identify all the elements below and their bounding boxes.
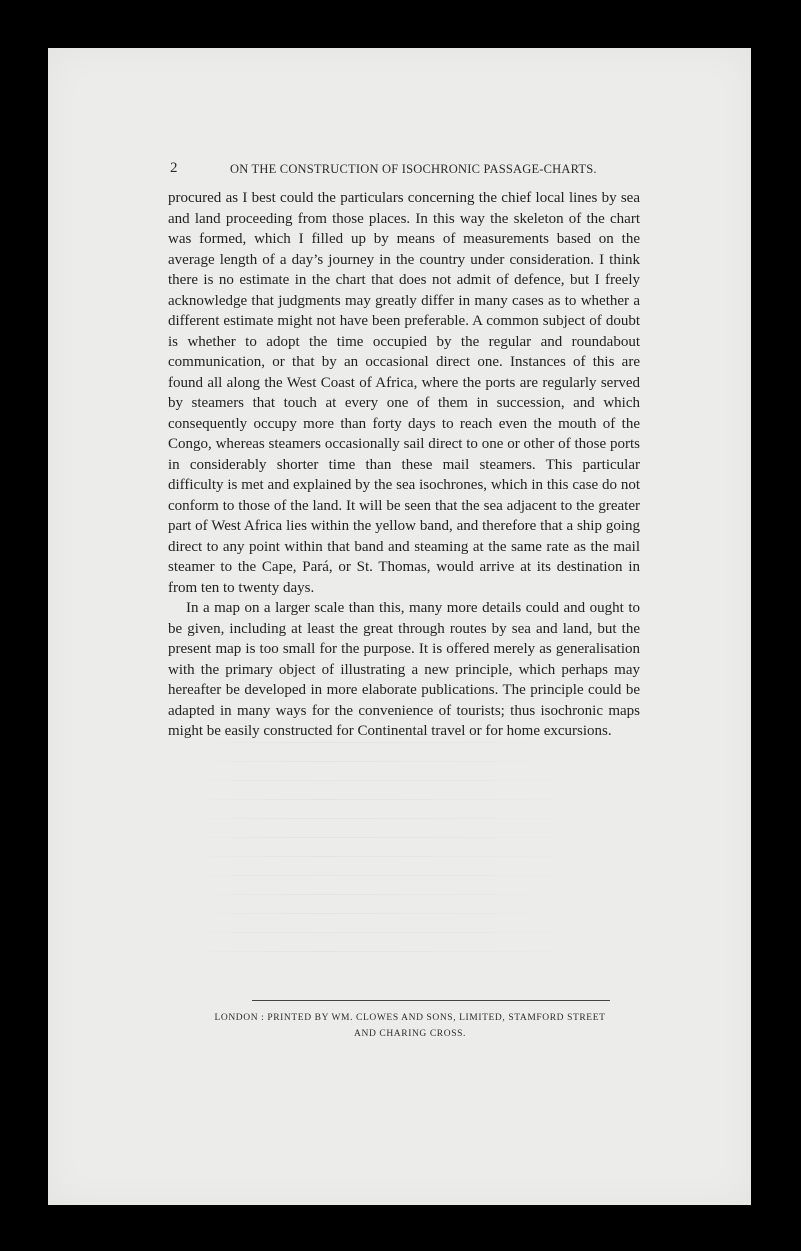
- page-header: [170, 160, 640, 180]
- body-text: [168, 188, 640, 742]
- paragraph-2: In a map on a larger scale than this, many more details could and ought to be given, including at least the great through routes by sea and land, but the present map is too small for the purpose. It is offered merely as generalisation with the primary object of illustrating a new principle, which perhaps may hereafter be developed in more elaborate publications. The principle could be adapted in many ways for the convenience of tourists; thus isochronic maps might be easily constructed for Continental travel or for home excursions.: [168, 600, 640, 739]
- printer-imprint: [200, 1010, 620, 1042]
- running-head: ON THE CONSTRUCTION OF ISOCHRONIC PASSAGE-CHARTS.: [230, 162, 597, 176]
- imprint-rule: [252, 1000, 610, 1001]
- paragraph-1: procured as I best could the particulars concerning the chief local lines by sea and land proceeding from those places. In this way the skeleton of the chart was formed, which I filled up by means of measurements based on the average length of a day’s journey in the country under consideration. I think there is no estimate in the chart that does not admit of defence, but I freely acknowledge that judgments may greatly differ in many cases as to whether a different estimate might not have been preferable. A common subject of doubt is whether to adopt the time occupied by the regular and roundabout communication, or that by an occasional direct one. Instances of this are found all along the West Coast of Africa, where the ports are regularly served by steamers that touch at every one of them in succession, and which consequently occupy more than forty days to reach even the mouth of the Congo, whereas steamers occasionally sail direct to one or other of those ports in considerably shorter time than these mail steamers. This particular difficulty is met and explained by the sea isochrones, which in this case do not conform to those of the land. It will be seen that the sea adjacent to the greater part of West Africa lies within the yellow band, and therefore that a ship going direct to any point within that band and steaming at the same rate as the mail steamer to the Cape, Pará, or St. Thomas, would arrive at its destination in from ten to twenty days.: [168, 190, 640, 596]
- imprint-line-2: AND CHARING CROSS.: [354, 1029, 466, 1039]
- page-number: 2: [170, 160, 178, 176]
- imprint-line-1: LONDON : PRINTED BY WM. CLOWES AND SONS, LIMITED, STAMFORD STREET: [214, 1013, 606, 1023]
